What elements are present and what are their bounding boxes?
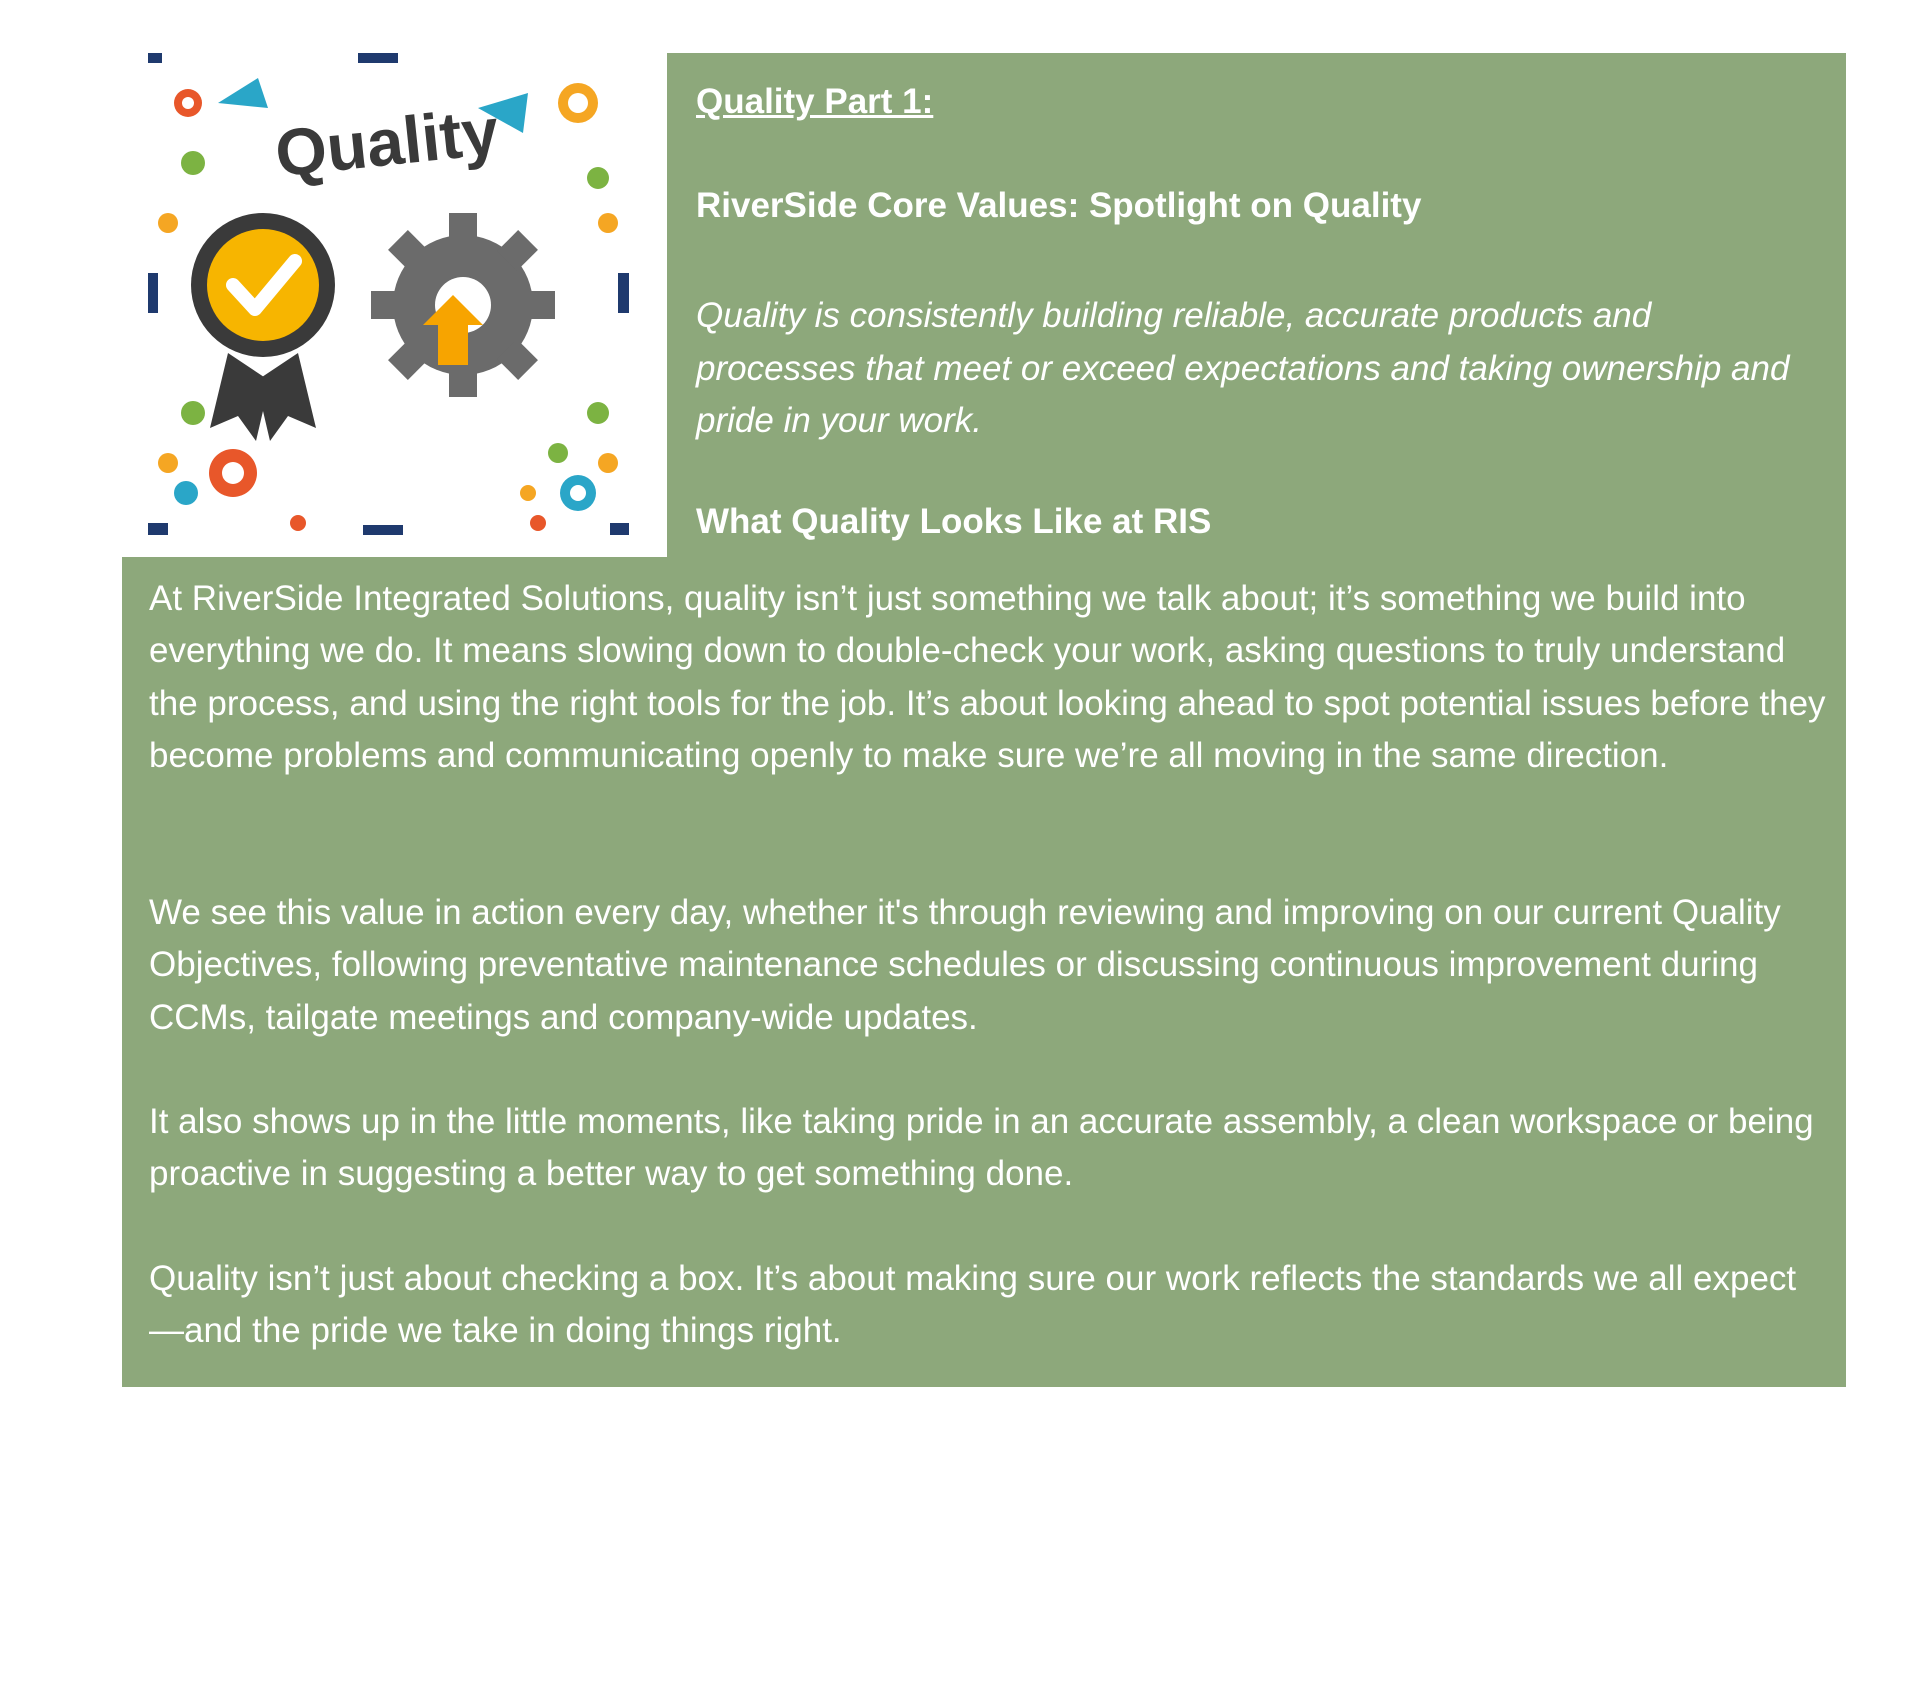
paragraph: At RiverSide Integrated Solutions, quality isn’t just something we talk about; it’s something we build into everything we do. It means slowing down to double-check your work, asking questions to truly understand the process, and using the right tools for the job. It’s about looking ahead to spot potential issues before they become problems and communicating openly to make sure we’re all moving in the same direction. <box>149 579 1826 775</box>
definition-quote: Quality is consistently building reliable, accurate products and processes that meet or exceed expectations and taking ownership and pride in your work. <box>696 296 1790 440</box>
headline: RiverSide Core Values: Spotlight on Quality <box>696 186 1422 225</box>
paragraph: It also shows up in the little moments, like taking pride in an accurate assembly, a clean workspace or being proactive in suggesting a better way to get something done. <box>149 1102 1814 1194</box>
paragraph: We see this value in action every day, whether it's through reviewing and improving on our current Quality Objectives, following preventative maintenance schedules or discussing continuous improvement during CCMs, tailgate meetings and company-wide updates. <box>149 893 1781 1037</box>
part-title: Quality Part 1: <box>696 82 934 121</box>
quality-badge-gear-icon <box>148 53 629 535</box>
paragraph: Quality isn’t just about checking a box. It’s about making sure our work reflects the standards we all expect—and the pride we take in doing things right. <box>149 1259 1797 1351</box>
svg-text:Quality: Quality <box>271 93 502 191</box>
quality-logo <box>148 53 629 535</box>
section-subheading: What Quality Looks Like at RIS <box>696 502 1212 541</box>
